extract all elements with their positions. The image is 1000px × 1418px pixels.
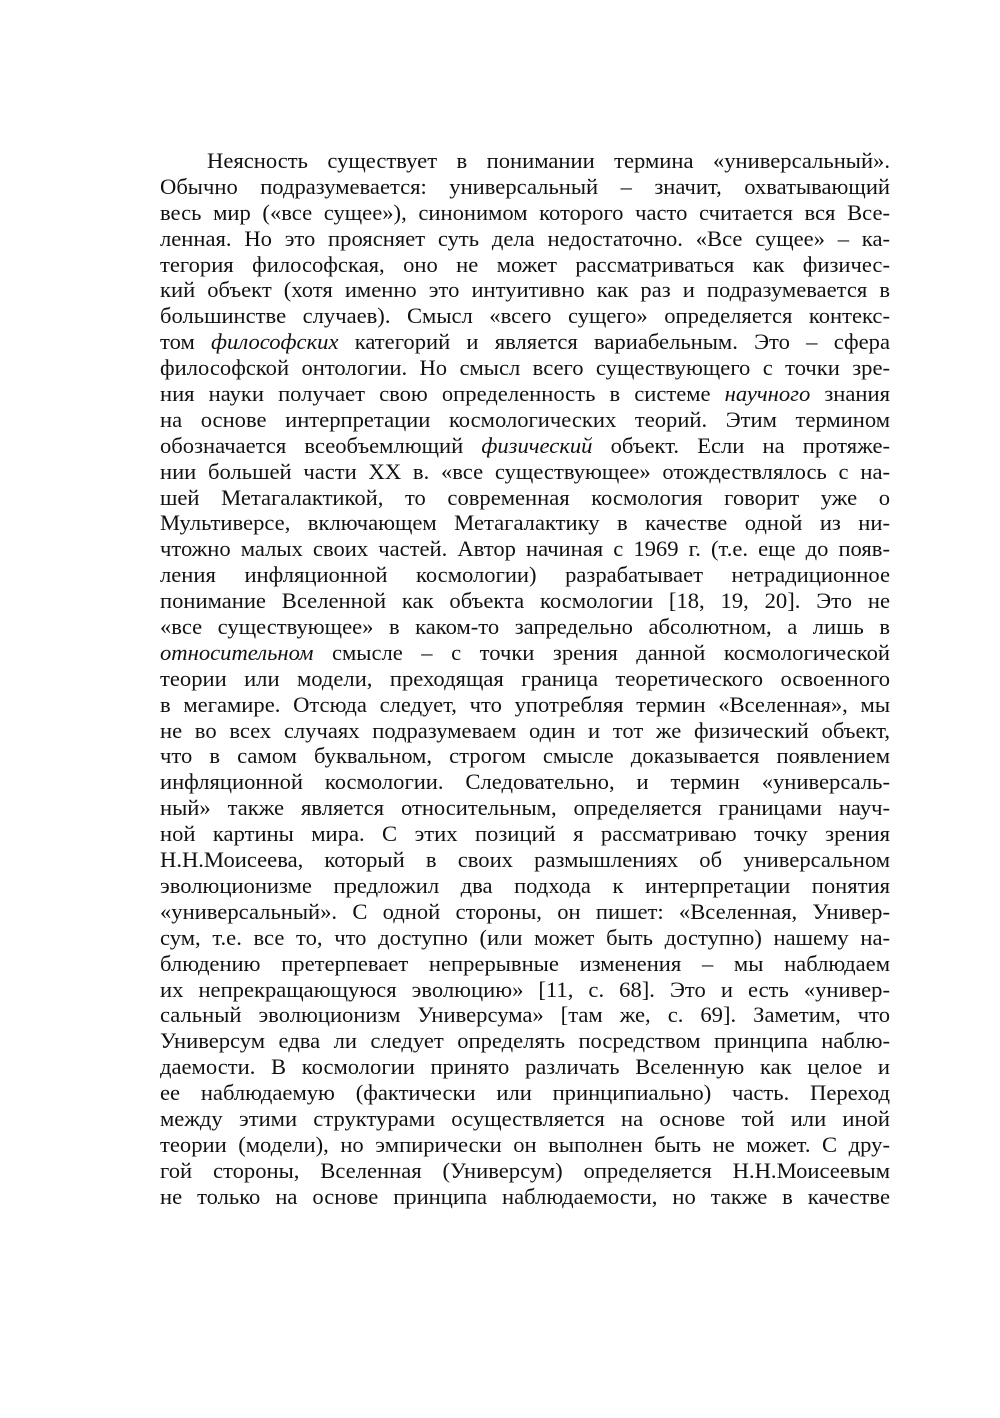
text-segment: философской онтологии. Но смысл всего существующего с точки зре- — [160, 355, 890, 381]
text-line — [160, 226, 890, 252]
text-line — [160, 873, 890, 899]
text-line — [160, 277, 890, 303]
text-segment: категорий и является вариабельным. Это – сфера — [338, 329, 890, 355]
text-segment: между этими структурами осуществляется на основе той или иной — [160, 1105, 890, 1131]
italic-term: физический — [481, 432, 593, 458]
text-line — [160, 355, 890, 381]
text-line — [160, 614, 890, 640]
text-segment: не только на основе принципа наблюдаемости, но также в качестве — [160, 1183, 890, 1209]
text-line — [160, 588, 890, 614]
text-segment: инфляционной космологии. Следовательно, и термин «универсаль- — [160, 769, 890, 795]
text-segment: на основе интерпретации космологических теорий. Этим термином — [160, 406, 890, 432]
text-segment: понимание Вселенной как объекта космологии [18, 19, 20]. Это не — [160, 588, 890, 614]
text-line — [160, 562, 890, 588]
text-line — [160, 1132, 890, 1158]
text-segment: нии большей части XX в. «все существующее» отождествлялось с на- — [160, 458, 890, 484]
text-line — [160, 1184, 890, 1210]
text-segment: гой стороны, Вселенная (Универсум) определяется Н.Н.Моисеевым — [160, 1157, 890, 1183]
text-line — [160, 1106, 890, 1132]
text-segment: ния науки получает свою определенность в системе — [160, 381, 725, 407]
text-line — [160, 795, 890, 821]
text-segment: том — [160, 329, 211, 355]
text-line — [160, 1002, 890, 1028]
text-segment: ее наблюдаемую (фактически или принципиально) часть. Переход — [160, 1080, 890, 1106]
text-line — [160, 329, 890, 355]
text-segment: объект. Если на протяже- — [592, 432, 890, 458]
text-line — [160, 640, 890, 666]
italic-term: относительном — [160, 639, 314, 665]
text-segment: Универсум едва ли следует определять посредством принципа наблю- — [160, 1028, 890, 1054]
text-segment: сум, т.е. все то, что доступно (или может быть доступно) нашему на- — [160, 924, 890, 950]
italic-term: философских — [210, 329, 339, 355]
text-segment: знания — [810, 381, 890, 407]
text-line — [160, 977, 890, 1003]
text-line — [160, 847, 890, 873]
body-paragraph — [160, 148, 890, 1210]
text-segment: тегория философская, оно не может рассматриваться как физичес- — [160, 251, 890, 277]
text-segment: весь мир («все сущее»), синонимом которого часто считается вся Все- — [160, 199, 890, 225]
text-segment: теории (модели), но эмпирически он выполнен быть не может. С дру- — [160, 1131, 890, 1157]
text-line — [160, 536, 890, 562]
text-segment: ления инфляционной космологии) разрабатывает нетрадиционное — [160, 562, 890, 588]
text-segment: смысле – с точки зрения данной космологической — [313, 639, 890, 665]
italic-term: научного — [724, 381, 811, 407]
text-segment: ный» также является относительным, определяется границами науч- — [160, 795, 890, 821]
text-line — [160, 1028, 890, 1054]
text-segment: Н.Н.Моисеева, который в своих размышлениях об универсальном — [160, 847, 890, 873]
text-line — [160, 433, 890, 459]
text-line — [160, 1158, 890, 1184]
text-line — [160, 485, 890, 511]
text-line — [160, 925, 890, 951]
text-segment: эволюционизме предложил два подхода к интерпретации понятия — [160, 872, 890, 898]
text-segment: теории или модели, преходящая граница теоретического освоенного — [160, 665, 890, 691]
text-line — [160, 510, 890, 536]
text-segment: обозначается всеобъемлющий — [160, 432, 482, 458]
text-segment: «универсальный». С одной стороны, он пишет: «Вселенная, Универ- — [160, 898, 890, 924]
text-segment: ной картины мира. С этих позиций я рассматриваю точку зрения — [160, 821, 890, 847]
text-line — [160, 899, 890, 925]
text-line — [160, 174, 890, 200]
text-segment: даемости. В космологии принято различать Вселенную как целое и — [160, 1054, 890, 1080]
text-segment: шей Метагалактикой, то современная космология говорит уже о — [160, 484, 890, 510]
text-line — [160, 459, 890, 485]
text-line — [160, 1054, 890, 1080]
text-line — [160, 1080, 890, 1106]
text-segment: чтожно малых своих частей. Автор начиная с 1969 г. (т.е. еще до появ- — [160, 536, 890, 562]
text-line — [160, 303, 890, 329]
text-segment: Мультиверсе, включающем Метагалактику в качестве одной из ни- — [160, 510, 890, 536]
text-line — [160, 381, 890, 407]
text-line — [160, 718, 890, 744]
text-line — [160, 252, 890, 278]
text-segment: в мегамире. Отсюда следует, что употребляя термин «Вселенная», мы — [160, 691, 890, 717]
text-segment: Обычно подразумевается: универсальный – значит, охватывающий — [160, 173, 890, 199]
text-line — [160, 692, 890, 718]
text-segment: что в самом буквальном, строгом смысле доказывается появлением — [160, 743, 890, 769]
text-segment: блюдению претерпевает непрерывные изменения – мы наблюдаем — [160, 950, 890, 976]
text-line — [160, 743, 890, 769]
text-line — [160, 821, 890, 847]
text-segment: ленная. Но это проясняет суть дела недостаточно. «Все сущее» – ка- — [160, 225, 890, 251]
text-segment: сальный эволюционизм Универсума» [там же, с. 69]. Заметим, что — [160, 1002, 890, 1028]
text-line — [160, 951, 890, 977]
text-line — [160, 148, 890, 174]
text-line — [160, 769, 890, 795]
text-segment: «все существующее» в каком-то запредельно абсолютном, а лишь в — [160, 614, 890, 640]
text-segment: кий объект (хотя именно это интуитивно как раз и подразумевается в — [160, 277, 890, 303]
text-line — [160, 407, 890, 433]
text-segment: Неясность существует в понимании термина «универсальный». — [207, 148, 890, 173]
text-line — [160, 666, 890, 692]
text-segment: их непрекращающуюся эволюцию» [11, с. 68]. Это и есть «универ- — [160, 976, 890, 1002]
text-segment: не во всех случаях подразумеваем один и тот же физический объект, — [160, 717, 890, 743]
text-segment: большинстве случаев). Смысл «всего сущего» определяется контекс- — [160, 303, 890, 329]
text-line — [160, 200, 890, 226]
